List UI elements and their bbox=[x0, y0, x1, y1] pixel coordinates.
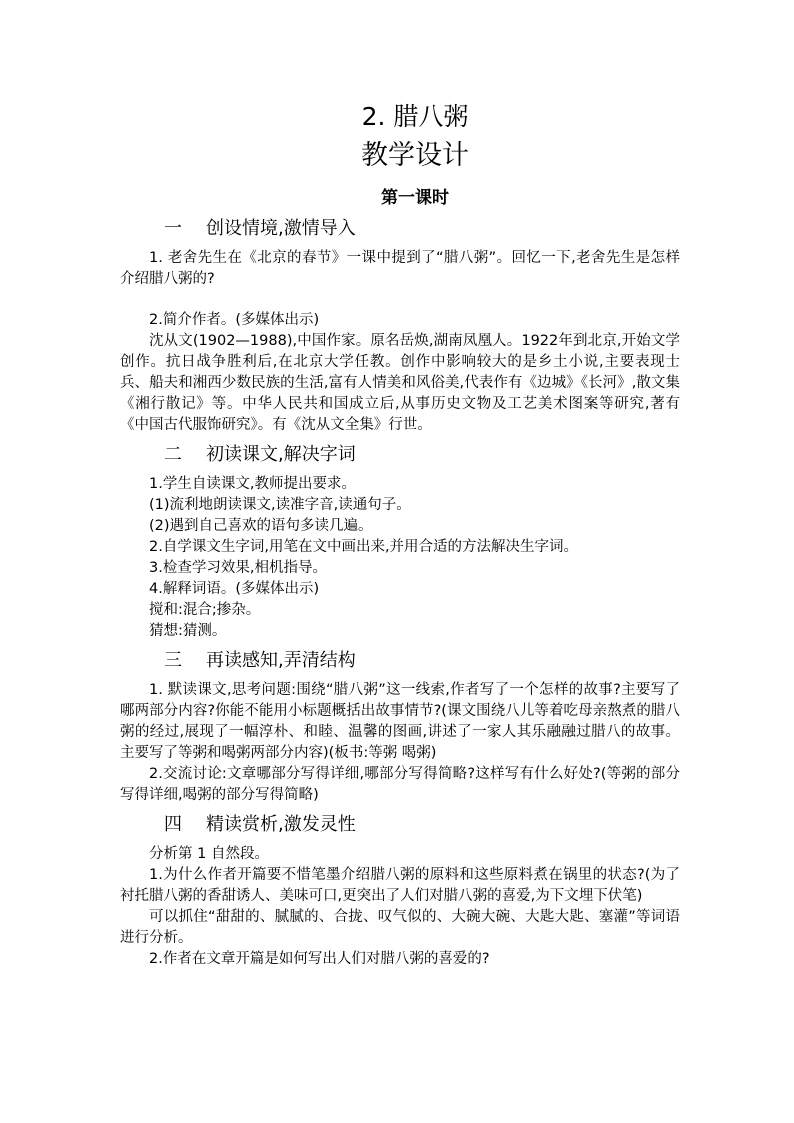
section-title: 创设情境,激情导入 bbox=[206, 218, 356, 239]
paragraph: 可以抓住“甜甜的、腻腻的、合拢、叹气似的、大碗大碗、大匙大匙、塞灌”等词语进行分析。 bbox=[120, 909, 680, 946]
paragraph: 3.检查学习效果,相机指导。 bbox=[149, 560, 327, 576]
section-heading-2 bbox=[120, 442, 680, 468]
document-subtitle: 教学设计 bbox=[361, 140, 469, 171]
lesson-label: 第一课时 bbox=[381, 188, 449, 208]
paragraph: 4.解释词语。(多媒体出示) bbox=[149, 581, 320, 597]
paragraph: 沈从文(1902—1988),中国作家。原名岳焕,湖南凤凰人。1922年到北京,开始文学创作。抗日战争胜利后,在北京大学任教。创作中影响较大的是乡土小说,主要表现士兵、船夫和湘西少数民族的生活,富有人情美和风俗美,代表作有《边城》《长河》,散文集《湘行散记》等。中华人民共和国成立后,从事历史文物及工艺美术图案等研究,著有《中国古代服饰研究》。有《沈从文全集》行世。 bbox=[120, 333, 680, 433]
paragraph: 搅和:混合;掺杂。 bbox=[149, 602, 261, 618]
spacer bbox=[120, 290, 680, 310]
paragraph: (2)遇到自己喜欢的语句多读几遍。 bbox=[149, 518, 373, 534]
section-number: 三 bbox=[164, 650, 182, 671]
paragraph: 2.交流讨论:文章哪部分写得详细,哪部分写得简略?这样写有什么好处?(等粥的部分写得详细,喝粥的部分写得简略) bbox=[120, 766, 680, 803]
section-heading-1 bbox=[120, 216, 680, 242]
paragraph: 2.自学课文生字词,用笔在文中画出来,并用合适的方法解决生字词。 bbox=[149, 539, 579, 555]
paragraph: 1. 老舍先生在《北京的春节》一课中提到了“腊八粥”。回忆一下,老舍先生是怎样介绍腊八粥的? bbox=[120, 250, 680, 287]
paragraph: 猜想:猜测。 bbox=[149, 623, 227, 639]
section-number: 四 bbox=[164, 814, 182, 835]
paragraph: 分析第 1 自然段。 bbox=[149, 846, 269, 862]
paragraph: 2.简介作者。(多媒体出示) bbox=[149, 312, 320, 328]
paragraph: 2.作者在文章开篇是如何写出人们对腊八粥的喜爱的? bbox=[149, 951, 490, 967]
paragraph: (1)流利地朗读课文,读准字音,读通句子。 bbox=[149, 497, 411, 513]
section-heading-4 bbox=[120, 812, 680, 838]
paragraph: 1.为什么作者开篇要不惜笔墨介绍腊八粥的原料和这些原料煮在锅里的状态?(为了衬托腊八粥的香甜诱人、美味可口,更突出了人们对腊八粥的喜爱,为下文埋下伏笔) bbox=[120, 867, 680, 904]
section-number: 二 bbox=[164, 444, 182, 465]
section-title: 精读赏析,激发灵性 bbox=[206, 814, 356, 835]
section-title: 初读课文,解决字词 bbox=[206, 444, 356, 465]
document-page bbox=[120, 100, 680, 970]
paragraph: 1.学生自读课文,教师提出要求。 bbox=[149, 476, 356, 492]
document-title: 2. 腊八粥 bbox=[361, 102, 469, 131]
section-number: 一 bbox=[164, 218, 182, 239]
paragraph: 1. 默读课文,思考问题:围绕“腊八粥”这一线索,作者写了一个怎样的故事?主要写了哪两部分内容?你能不能用小标题概括出故事情节?(课文围绕八儿等着吃母亲熬煮的腊八粥的经过,展现了一幅淳朴、和睦、温馨的图画,讲述了一家人其乐融融过腊八的故事。主要写了等粥和喝粥两部分内容)(板书:等粥 喝粥) bbox=[120, 682, 680, 761]
section-heading-3 bbox=[120, 648, 680, 674]
section-title: 再读感知,弄清结构 bbox=[206, 650, 356, 671]
